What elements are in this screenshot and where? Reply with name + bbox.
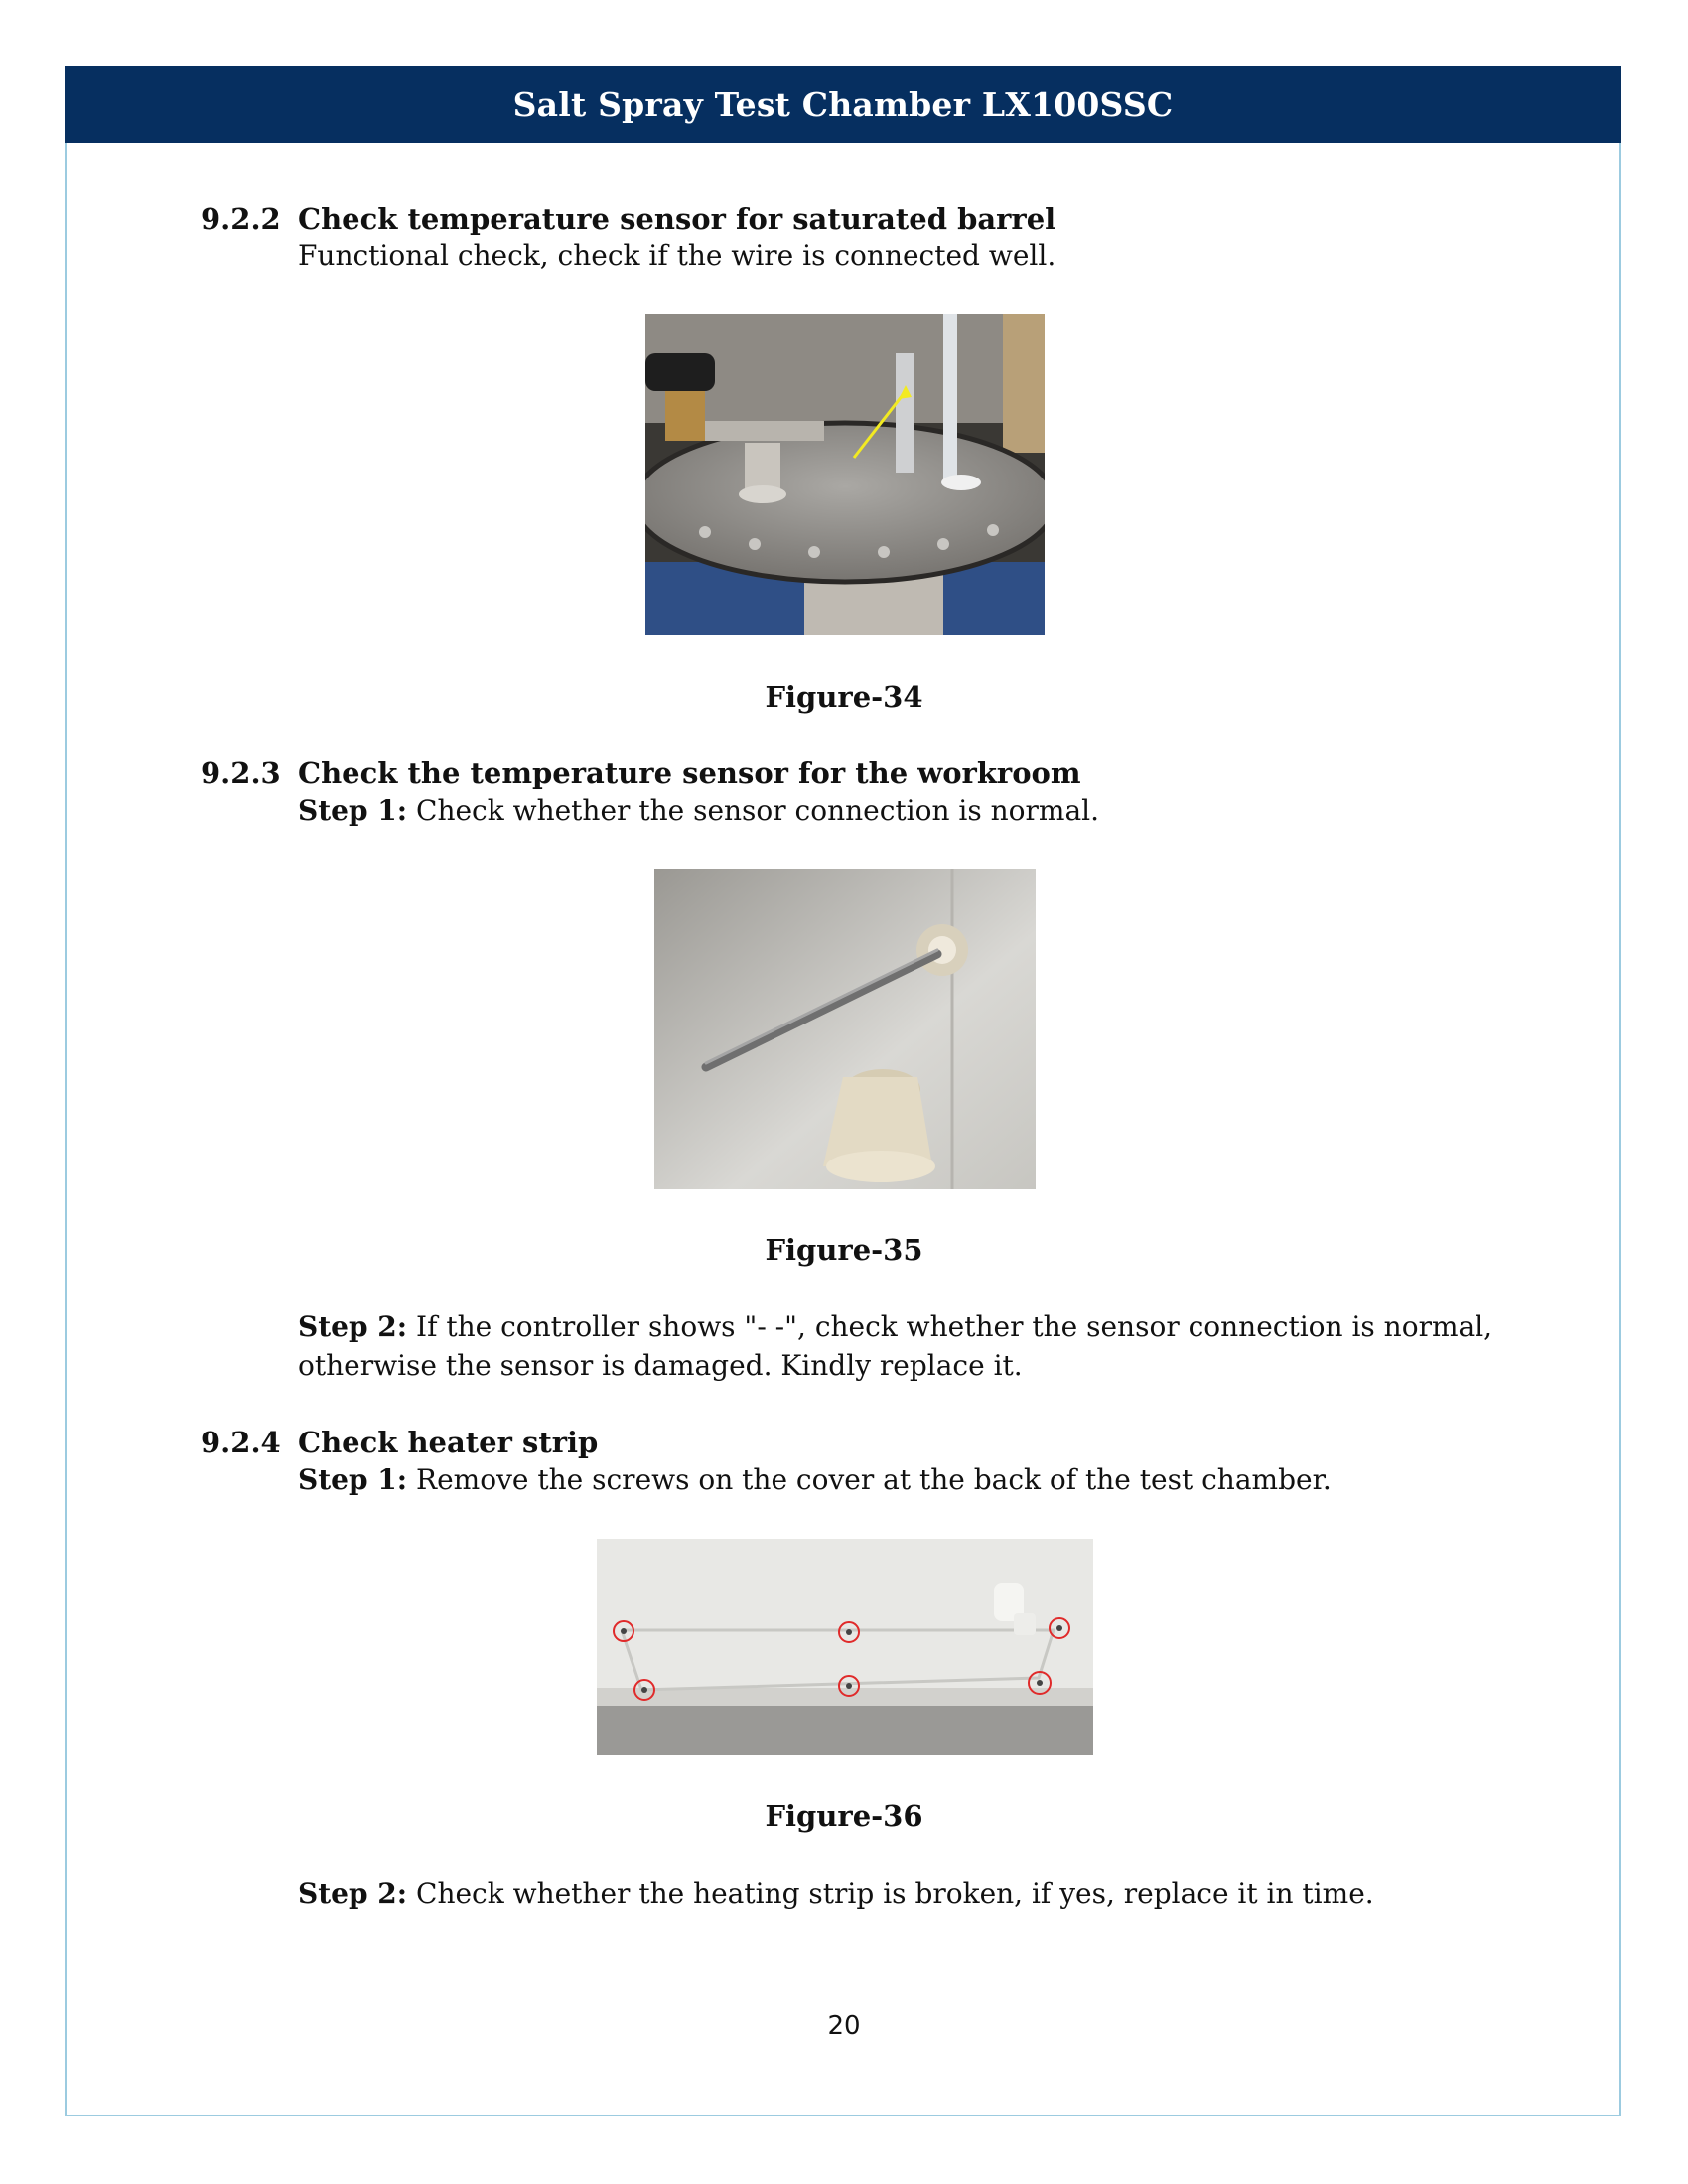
header-title: Salt Spray Test Chamber LX100SSC bbox=[512, 84, 1174, 124]
section-heading-9-2-2 bbox=[201, 202, 1055, 237]
step-2-line-2: otherwise the sensor is damaged. Kindly replace it. bbox=[298, 1349, 1023, 1382]
figure-36-caption: Figure-36 bbox=[765, 1799, 923, 1833]
figure-35-photo bbox=[654, 869, 1036, 1189]
section-heading-9-2-3 bbox=[201, 755, 1081, 791]
section-title: Check the temperature sensor for the workroom bbox=[298, 756, 1081, 790]
section-number: 9.2.2 bbox=[201, 203, 281, 236]
step-2-label: Step 2: bbox=[298, 1310, 408, 1343]
figure-34-photo bbox=[645, 314, 1045, 635]
page-number: 20 bbox=[827, 2011, 861, 2041]
figure-35-caption: Figure-35 bbox=[765, 1233, 923, 1267]
step-2-text: If the controller shows "- -", check whether the sensor connection is normal, bbox=[407, 1310, 1493, 1343]
section-heading-9-2-4 bbox=[201, 1425, 598, 1460]
section-title: Check heater strip bbox=[298, 1426, 599, 1459]
step-1-line bbox=[298, 791, 1099, 831]
section-number: 9.2.3 bbox=[201, 756, 281, 790]
step-1-text: Remove the screws on the cover at the back of the test chamber. bbox=[407, 1463, 1332, 1496]
step-1-text: Check whether the sensor connection is normal. bbox=[407, 794, 1100, 827]
step-1-label: Step 1: bbox=[298, 794, 408, 827]
header-bar bbox=[65, 66, 1621, 143]
step-1-line bbox=[298, 1460, 1332, 1500]
step-2-line-1 bbox=[298, 1307, 1492, 1347]
step-2-text: Check whether the heating strip is broken, if yes, replace it in time. bbox=[407, 1877, 1374, 1910]
section-text: Functional check, check if the wire is connected well. bbox=[298, 239, 1056, 272]
step-1-label: Step 1: bbox=[298, 1463, 408, 1496]
section-number: 9.2.4 bbox=[201, 1426, 281, 1459]
step-2-label: Step 2: bbox=[298, 1877, 408, 1910]
section-title: Check temperature sensor for saturated barrel bbox=[298, 203, 1056, 236]
figure-34-caption: Figure-34 bbox=[765, 680, 923, 714]
step-2-line bbox=[298, 1874, 1374, 1914]
figure-36-photo bbox=[597, 1539, 1093, 1755]
